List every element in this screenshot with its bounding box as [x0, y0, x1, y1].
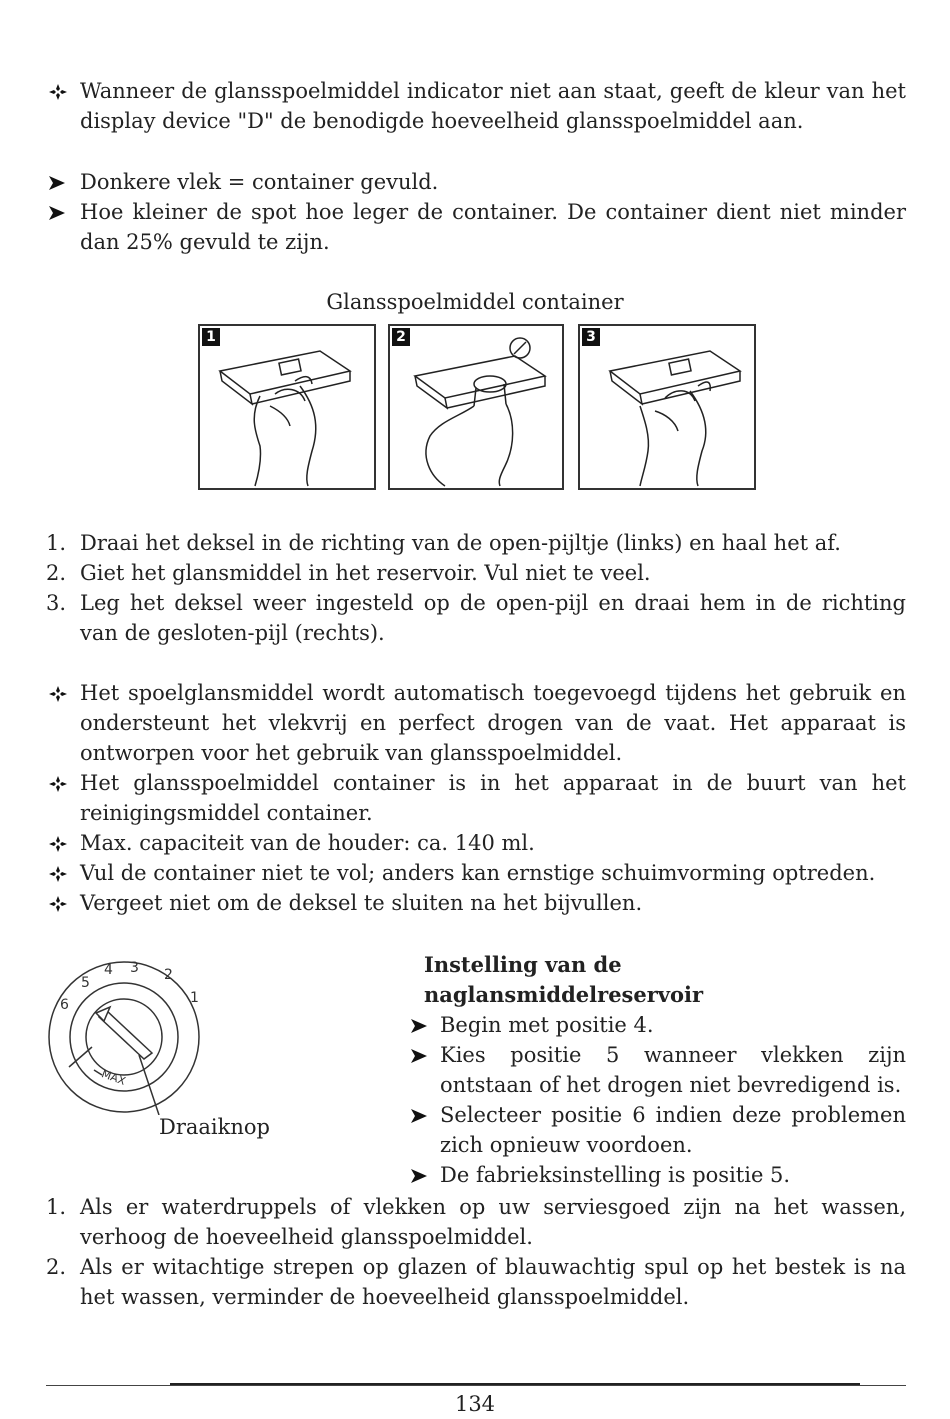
settings-item [408, 1100, 906, 1160]
step-number: 1. [46, 531, 67, 555]
info-bullet-text: Vul de container niet te vol; anders kan ernstige schuimvorming optreden. [80, 861, 876, 885]
dial-number: 2 [164, 967, 173, 983]
settings-item-text: Kies positie 5 wanneer vlekken zijn ontstaan of het drogen niet bevredigend is. [440, 1043, 906, 1097]
step-number: 2. [46, 561, 67, 585]
step-text: Giet het glansmiddel in het reservoir. Vul niet te veel. [80, 561, 651, 585]
info-bullet [46, 828, 906, 858]
step-badge: 1 [202, 328, 220, 346]
advice-item [46, 1192, 906, 1252]
settings-block [408, 950, 906, 1190]
settings-item [408, 1010, 906, 1040]
step-illustration-2 [388, 324, 564, 490]
dial-number: 4 [104, 962, 113, 978]
step-number: 3. [46, 591, 67, 615]
step-item [46, 588, 906, 648]
advice-number: 1. [46, 1195, 67, 1219]
info-bullet [46, 888, 906, 918]
intro-bullet [46, 76, 906, 136]
advice-text: Als er witachtige strepen op glazen of blauwachtig spul op het bestek is na het wassen, verminder de hoeveelheid glansspoelmiddel. [80, 1255, 906, 1309]
step-badge: 3 [582, 328, 600, 346]
dial-number: 3 [130, 960, 139, 976]
step-item [46, 558, 906, 588]
dial-caption: Draaiknop [159, 1115, 270, 1139]
indicator-point-text: Donkere vlek = container gevuld. [80, 170, 439, 194]
arrow-bullet-icon [410, 1108, 428, 1124]
rinse-aid-dial-icon [44, 955, 204, 1115]
intro-bullet-text: Wanneer de glansspoelmiddel indicator niet aan staat, geeft de kleur van het display device "D" de benodigde hoeveelheid glansspoelmiddel aan. [80, 79, 906, 133]
arrow-bullet-icon [410, 1048, 428, 1064]
diamond-bullet-icon [48, 865, 68, 883]
info-bullet [46, 678, 906, 768]
arrow-bullet-icon [48, 205, 66, 221]
footer-divider-accent [170, 1383, 860, 1385]
settings-item [408, 1040, 906, 1100]
info-bullet-text: Het glansspoelmiddel container is in het apparaat in de buurt van het reinigingsmiddel container. [80, 771, 906, 825]
dial-number: 6 [60, 997, 69, 1013]
dial-max-label: MAX [99, 1067, 128, 1088]
step-text: Leg het deksel weer ingesteld op de open-pijl en draai hem in de richting van de gesloten-pijl (rechts). [80, 591, 906, 645]
dial-illustration [44, 955, 204, 1115]
page-number: 134 [454, 1392, 496, 1416]
arrow-bullet-icon [48, 175, 66, 191]
info-bullet-text: Het spoelglansmiddel wordt automatisch toegevoegd tijdens het gebruik en ondersteunt het vlekvrij en perfect drogen van de vaat. Het apparaat is ontworpen voor het gebruik van glansspoelmiddel. [80, 681, 906, 765]
open-lid-illustration [200, 326, 374, 488]
advice-text: Als er waterdruppels of vlekken op uw serviesgoed zijn na het wassen, verhoog de hoeveelheid glansspoelmiddel. [80, 1195, 906, 1249]
info-bullet-text: Vergeet niet om de deksel te sluiten na het bijvullen. [80, 891, 643, 915]
settings-item [408, 1160, 906, 1190]
diamond-bullet-icon [48, 895, 68, 913]
step-illustration-1 [198, 324, 376, 490]
arrow-bullet-icon [410, 1168, 428, 1184]
diamond-bullet-icon [48, 835, 68, 853]
settings-heading: Instelling van de naglansmiddelreservoir [424, 952, 704, 1007]
figure-caption: Glansspoelmiddel container [326, 290, 624, 314]
info-bullet-text: Max. capaciteit van de houder: ca. 140 ml. [80, 831, 535, 855]
step-item [46, 528, 906, 558]
step-badge: 2 [392, 328, 410, 346]
arrow-bullet-icon [410, 1018, 428, 1034]
step-illustration-3 [578, 324, 756, 490]
close-lid-illustration [580, 326, 754, 488]
indicator-point [46, 167, 906, 197]
dial-number: 5 [81, 975, 90, 991]
pour-illustration [390, 326, 562, 488]
dial-number: 1 [190, 990, 199, 1006]
info-bullet [46, 858, 906, 888]
info-bullet [46, 768, 906, 828]
settings-item-text: Selecteer positie 6 indien deze problemen zich opnieuw voordoen. [440, 1103, 906, 1157]
advice-number: 2. [46, 1255, 67, 1279]
advice-item [46, 1252, 906, 1312]
step-text: Draai het deksel in de richting van de open-pijltje (links) en haal het af. [80, 531, 841, 555]
indicator-point [46, 197, 906, 257]
footer-divider [46, 1385, 906, 1386]
settings-item-text: De fabrieksinstelling is positie 5. [440, 1163, 791, 1187]
diamond-bullet-icon [48, 83, 68, 101]
settings-item-text: Begin met positie 4. [440, 1013, 654, 1037]
diamond-bullet-icon [48, 775, 68, 793]
diamond-bullet-icon [48, 685, 68, 703]
indicator-point-text: Hoe kleiner de spot hoe leger de container. De container dient niet minder dan 25% gevuld te zijn. [80, 200, 906, 254]
